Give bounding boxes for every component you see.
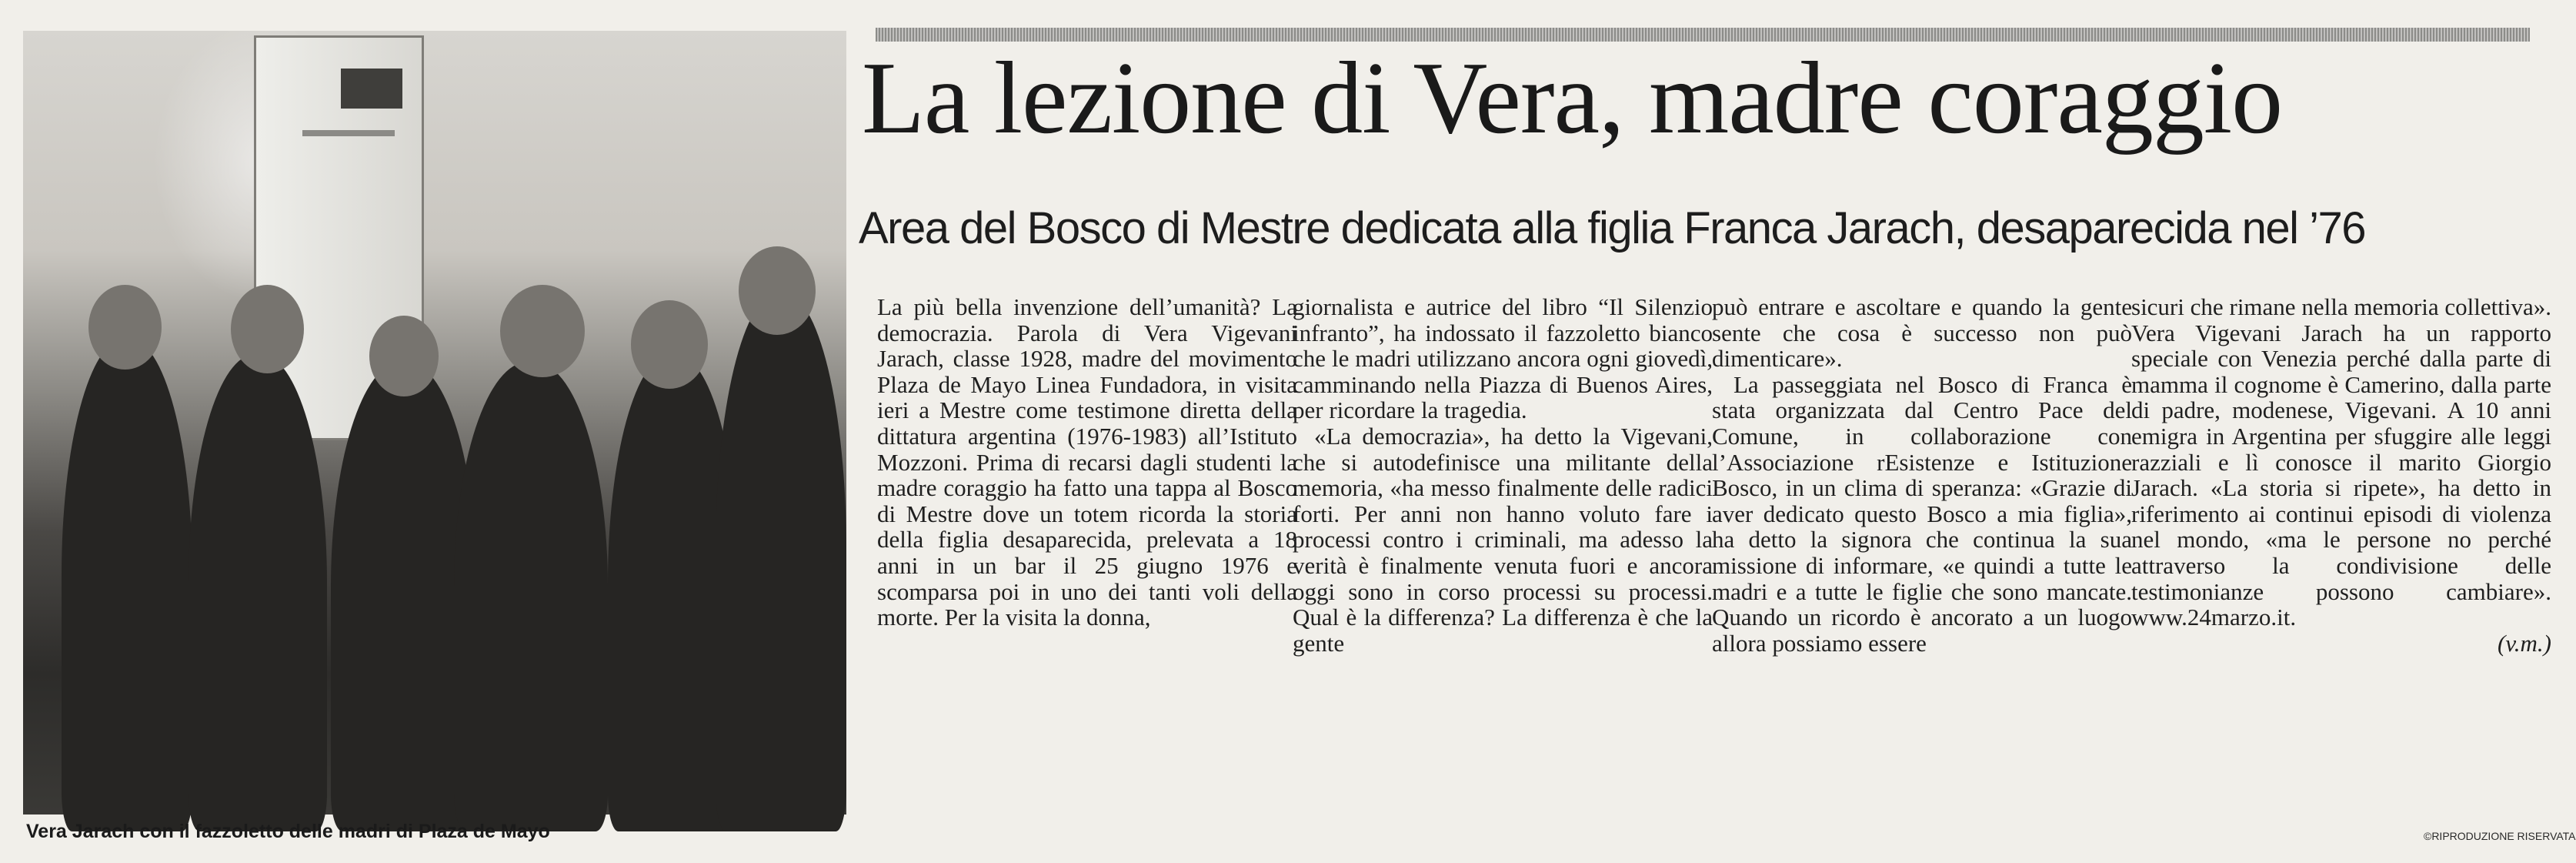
totem-logo xyxy=(341,69,402,109)
person-figure xyxy=(454,362,608,831)
person-head xyxy=(631,300,708,389)
person-head xyxy=(739,246,816,335)
person-head xyxy=(231,285,304,373)
article-column-1 xyxy=(877,294,1297,848)
article-column-3 xyxy=(1712,294,2132,848)
person-figure xyxy=(189,354,327,831)
photo-caption: Vera Jarach con il fazzoletto delle madri di Plaza de Mayo xyxy=(26,821,550,842)
totem-sign xyxy=(302,130,395,136)
person-head xyxy=(369,316,439,396)
author-signoff: (v.m.) xyxy=(2498,629,2551,657)
copyright-notice: ©RIPRODUZIONE RISERVATA xyxy=(2424,830,2576,842)
article-paragraph: La più bella invenzione dell’umanità? La democrazia. Parola di Vera Vigevani Jarach, classe 1928, madre del movimento Plaza de Mayo Linea Fundadora, in visita ieri a Mestre come testimone diretta della dittatura argentina (1976-1983) all’Istituto Mozzoni. Prima di recarsi dagli studenti la madre coraggio ha fatto una tappa al Bosco di Mestre dove un totem ricorda la storia della figlia desaparecida, prelevata a 18 anni in un bar il 25 giugno 1976 e scomparsa poi in uno dei tanti voli della morte. Per la visita la donna, xyxy=(877,293,1297,631)
article-paragraph: La passeggiata nel Bosco di Franca è stata organizzata dal Centro Pace del Comune, in collaborazione con l’Associazione rEsistenze e Istituzione Bosco, in un clima di speranza: «Grazie di aver dedicato questo Bosco a mia figlia», ha detto la signora che continua la sua missione di informare, «e quindi a tutte le madri e a tutte le figlie che sono mancate. Quando un ricordo è ancorato a un luogo allora possiamo essere xyxy=(1712,370,2132,657)
person-head xyxy=(88,285,162,370)
article-paragraph: può entrare e ascoltare e quando la gente sente che cosa è successo non può dimenticare». xyxy=(1712,293,2132,373)
article-photo xyxy=(23,31,846,814)
person-head xyxy=(500,285,585,377)
article-subheadline: Area del Bosco di Mestre dedicata alla figlia Franca Jarach, desaparecida nel ’76 xyxy=(859,203,2366,253)
person-figure xyxy=(716,293,846,831)
person-figure xyxy=(62,339,192,831)
article-column-4 xyxy=(2131,293,2576,848)
article-headline: La lezione di Vera, madre coraggio xyxy=(862,41,2283,155)
article-paragraph: sicuri che rimane nella memoria collettiva». Vera Vigevani Jarach ha un rapporto speciale con Venezia perché dalla parte di mamma il cognome è Camerino, dalla parte di padre, modenese, Vigevani. A 10 anni emigra in Argentina per sfuggire alle leggi razziali e lì conosce il marito Giorgio Jarach. «La storia si ripete», ha detto in riferimento ai continui episodi di violenza nel mondo, «ma le persone no perché attraverso la condivisione delle testimonianze possono cambiare». www.24marzo.it. xyxy=(2131,293,2551,631)
article-paragraph: «La democrazia», ha detto la Vigevani, che si autodefinisce una militante della memoria, «ha messo finalmente delle radici forti. Per anni non hanno voluto fare i processi contro i criminali, ma adesso la verità è finalmente venuta fuori e ancora oggi sono in corso processi su processi. Qual è la differenza? La differenza è che la gente xyxy=(1293,422,1713,657)
article-column-2 xyxy=(1293,294,1713,848)
article-paragraph: giornalista e autrice del libro “Il Silenzio infranto”, ha indossato il fazzoletto bianco che le madri utilizzano ancora ogni giovedì, camminando nella Piazza di Buenos Aires, per ricordare la tragedia. xyxy=(1293,293,1713,424)
